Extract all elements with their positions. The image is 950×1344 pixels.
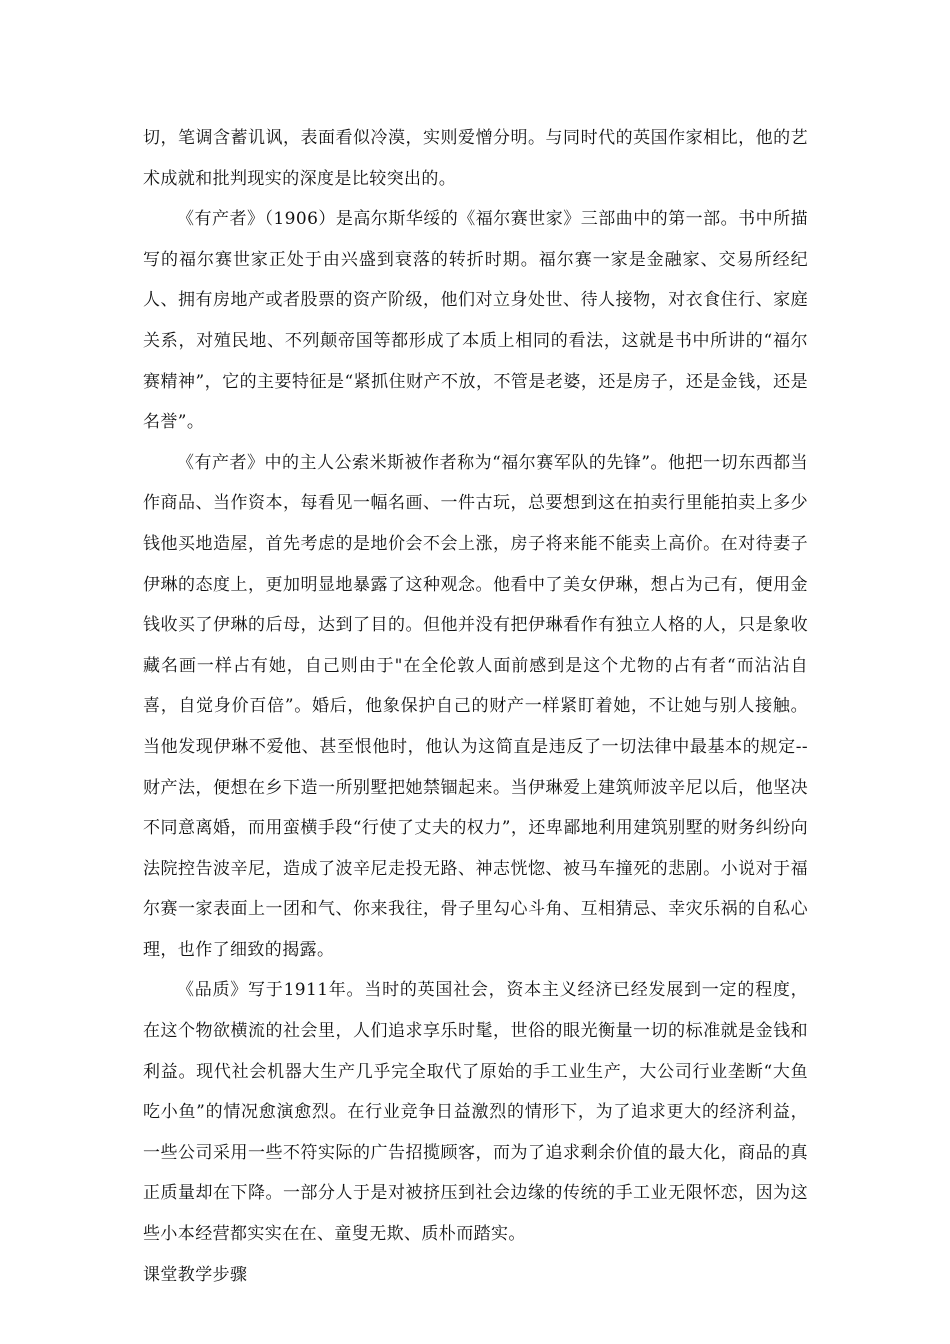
paragraph-3: 《有产者》中的主人公索米斯被作者称为“福尔赛军队的先锋”。他把一切东西都当作商品、当作资本，每看见一幅名画、一件古玩，总要想到这在拍卖行里能拍卖上多少钱他买地造屋，首先考虑的是地价会不会上涨，房子将来能不能卖上高价。在对待妻子伊琳的态度上，更加明显地暴露了这种观念。他看中了美女伊琳，想占为己有，便用金钱收买了伊琳的后母，达到了目的。但他并没有把伊琳看作有独立人格的人，只是象收藏名画一样占有她，自己则由于"在全伦敦人面前感到是这个尤物的占有者“而沾沾自喜，自觉身价百倍”。婚后，他象保护自己的财产一样紧盯着她，不让她与别人接触。当他发现伊琳不爱他、甚至恨他时，他认为这简直是违反了一切法律中最基本的规定--财产法，便想在乡下造一所别墅把她禁锢起来。当伊琳爱上建筑师波辛尼以后，他坚决不同意离婚，而用蛮横手段“行使了丈夫的权力”，还卑鄙地利用建筑别墅的财务纠纷向法院控告波辛尼，造成了波辛尼走投无路、神志恍惚、被马车撞死的悲剧。小说对于福尔赛一家表面上一团和气、你来我往，骨子里勾心斗角、互相猜忌、幸灾乐祸的自私心理，也作了细致的揭露。 bbox=[143, 452, 808, 960]
document-body bbox=[143, 118, 808, 1295]
paragraph-2: 《有产者》（1906）是高尔斯华绥的《福尔赛世家》三部曲中的第一部。书中所描写的福尔赛世家正处于由兴盛到衰落的转折时期。福尔赛一家是金融家、交易所经纪人、拥有房地产或者股票的资产阶级，他们对立身处世、待人接物，对衣食住行、家庭关系，对殖民地、不列颠帝国等都形成了本质上相同的看法，这就是书中所讲的“福尔赛精神”，它的主要特征是“紧抓住财产不放，不管是老婆，还是房子，还是金钱，还是名誉”。 bbox=[143, 209, 808, 433]
section-heading: 课堂教学步骤 bbox=[143, 1264, 248, 1285]
paragraph-4: 《品质》写于1911年。当时的英国社会，资本主义经济已经发展到一定的程度，在这个物欲横流的社会里，人们追求享乐时髦，世俗的眼光衡量一切的标准就是金钱和利益。现代社会机器大生产几乎完全取代了原始的手工业生产，大公司行业垄断“大鱼吃小鱼”的情况愈演愈烈。在行业竞争日益激烈的情形下，为了追求更大的经济利益，一些公司采用一些不符实际的广告招揽顾客，而为了追求剩余价值的最大化，商品的真正质量却在下降。一部分人于是对被挤压到社会边缘的传统的手工业无限怀恋，因为这些小本经营都实实在在、童叟无欺、质朴而踏实。 bbox=[143, 980, 808, 1245]
paragraph-1: 切，笔调含蓄讥讽，表面看似冷漠，实则爱憎分明。与同时代的英国作家相比，他的艺术成就和批判现实的深度是比较突出的。 bbox=[143, 128, 808, 189]
